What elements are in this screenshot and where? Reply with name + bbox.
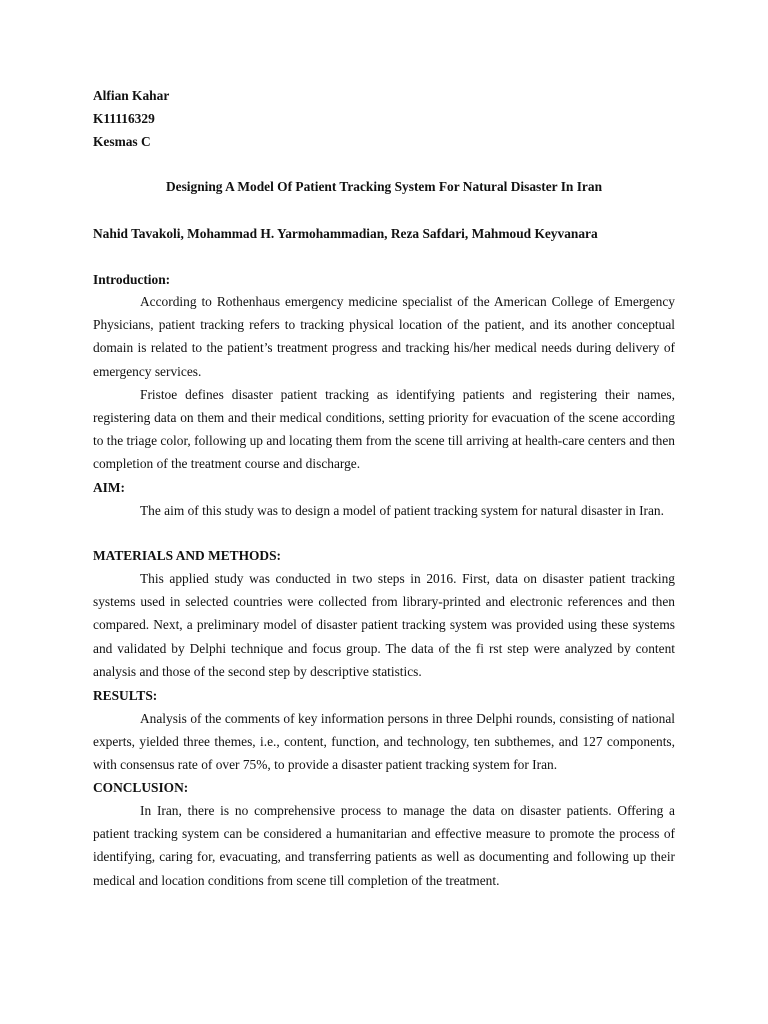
- results-heading: RESULTS:: [93, 688, 158, 703]
- results-paragraph: Analysis of the comments of key information persons in three Delphi rounds, consisting of national experts, yielded three themes, i.e., content, function, and technology, ten subthemes, and 127 components, with consensus rate of over 75%, to provide a disaster patient tracking system for Iran.: [93, 711, 675, 773]
- methods-heading: MATERIALS AND METHODS:: [93, 548, 281, 563]
- results-body: [93, 707, 675, 777]
- introduction-heading: Introduction:: [93, 272, 171, 287]
- student-name: Alfian Kahar: [93, 88, 170, 103]
- methods-body: [93, 567, 675, 683]
- paper-title: Designing A Model Of Patient Tracking System For Natural Disaster In Iran: [165, 179, 603, 194]
- conclusion-body: [93, 799, 675, 892]
- introduction-paragraph-2: Fristoe defines disaster patient tracking as identifying patients and registering their names, registering data on them and their medical conditions, setting priority for evacuation of the scene according to the triage color, following up and locating them from the scene till arriving at health-care centers and then completion of the treatment course and discharge.: [93, 386, 675, 472]
- introduction-body: [93, 290, 675, 476]
- conclusion-heading: CONCLUSION:: [93, 780, 189, 795]
- student-id: K11116329: [93, 111, 155, 126]
- introduction-paragraph-1: According to Rothenhaus emergency medicine specialist of the American College of Emergency Physicians, patient tracking refers to tracking physical location of the patient, and its another conceptual domain is related to the patient’s treatment progress and tracking his/her medical needs during delivery of emergency services.: [93, 294, 675, 379]
- aim-paragraph: The aim of this study was to design a model of patient tracking system for natural disaster in Iran.: [140, 503, 664, 518]
- methods-paragraph: This applied study was conducted in two steps in 2016. First, data on disaster patient tracking systems used in selected countries were collected from library-printed and electronic references and then compared. Next, a preliminary model of disaster patient tracking system was provided using these systems and validated by Delphi technique and focus group. The data of the fi rst step were analyzed by content analysis and those of the second step by descriptive statistics.: [93, 571, 675, 679]
- student-class: Kesmas C: [93, 134, 151, 149]
- aim-heading: AIM:: [93, 480, 125, 495]
- paper-authors: Nahid Tavakoli, Mohammad H. Yarmohammadian, Reza Safdari, Mahmoud Keyvanara: [93, 226, 598, 241]
- conclusion-paragraph: In Iran, there is no comprehensive process to manage the data on disaster patients. Offering a patient tracking system can be considered a humanitarian and effective measure to promote the process of identifying, caring for, evacuating, and transferring patients as well as documenting and following up their medical and location conditions from scene till completion of the treatment.: [93, 803, 675, 888]
- aim-body: [93, 499, 675, 522]
